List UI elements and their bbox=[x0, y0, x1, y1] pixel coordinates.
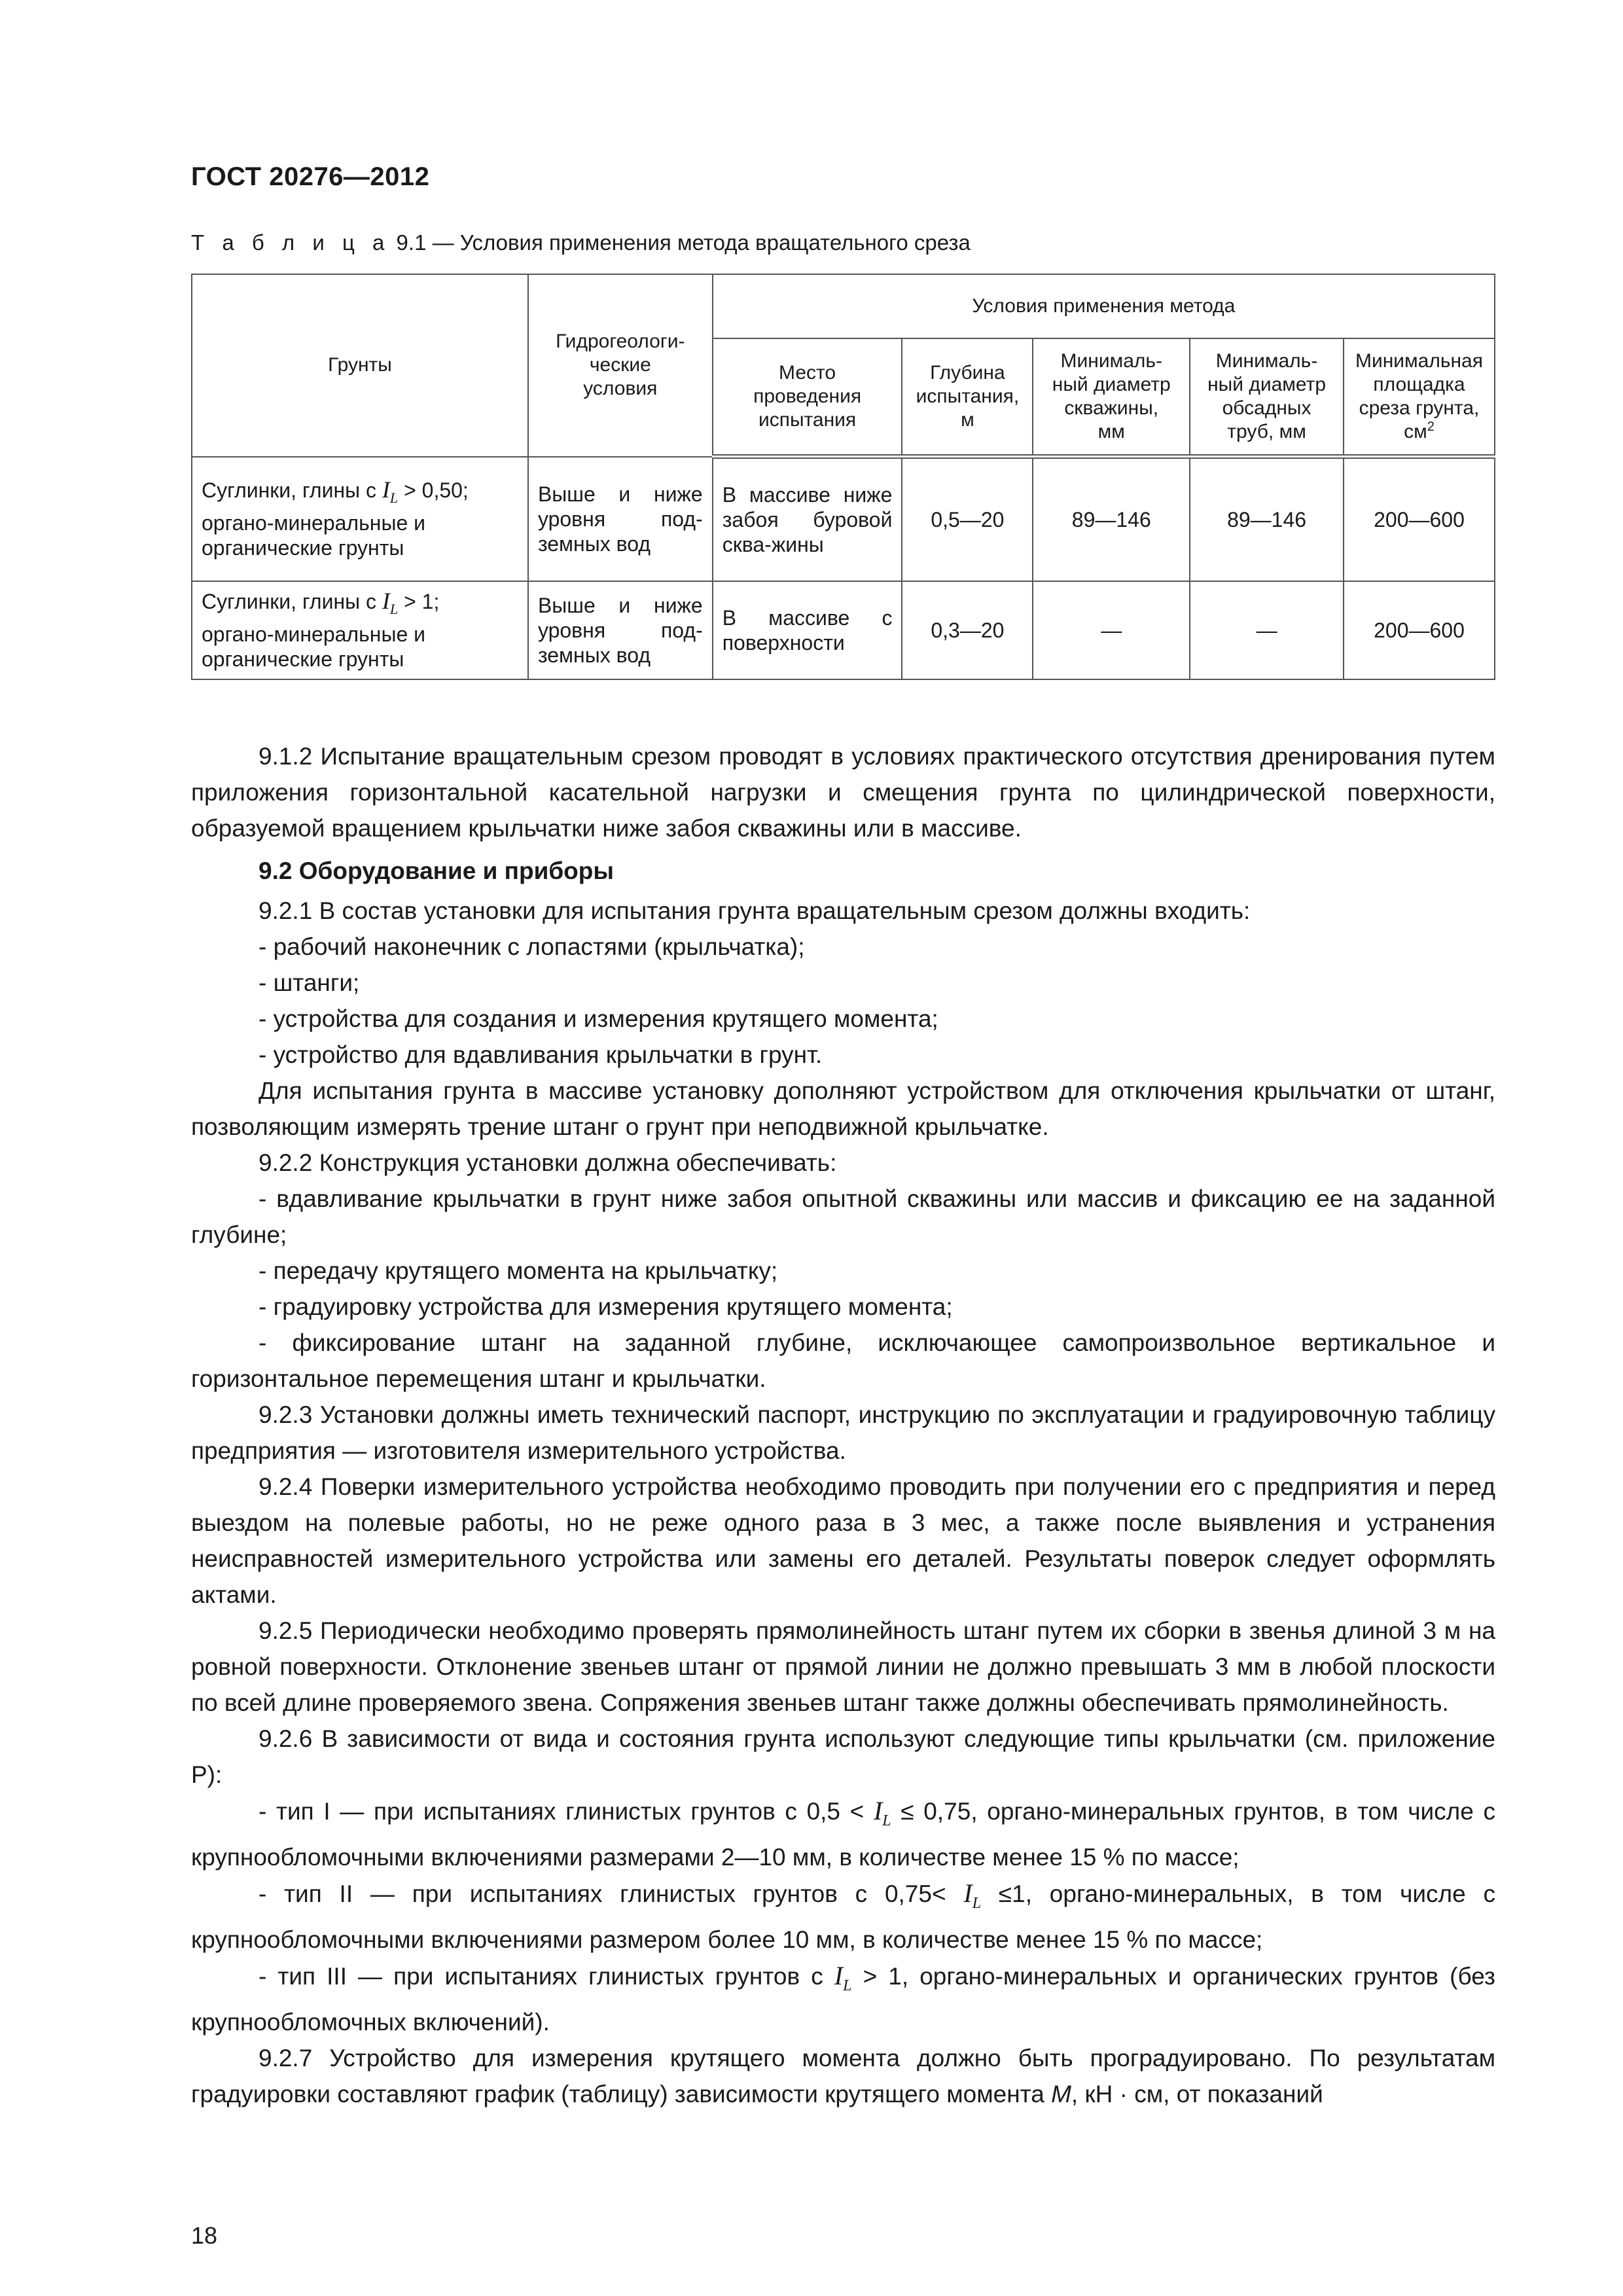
list-item: - тип I — при испытаниях глинистых грунтов с $0,5 < I_L \le 0,75$, органо-минеральных грунтов, в том числе с крупнообломочными включениями размерами 2—10 мм, в количестве менее 15 % по массе; bbox=[191, 1796, 1495, 1871]
col-header-soils: Грунты bbox=[192, 274, 528, 457]
col-header-min-casing: Минималь- ный диаметр обсадных труб, мм bbox=[1190, 338, 1344, 457]
col-header-hydro: Гидрогеологи- ческие условия bbox=[528, 274, 713, 457]
list-item: - рабочий наконечник с лопастями (крыльчатка); bbox=[259, 933, 805, 960]
paragraph-9-2-2: 9.2.2 Конструкция установки должна обеспечивать: bbox=[259, 1149, 837, 1176]
cell-soil: Суглинки, глины с $I_L > 0,50$; органо-минеральные и органические грунты bbox=[192, 457, 528, 581]
cell-hydro: Выше и ниже уровня под-земных вод bbox=[528, 457, 713, 581]
paragraph-9-2-4: 9.2.4 Поверки измерительного устройства необходимо проводить при получении его с предприятия и перед выездом на полевые работы, но не реже одного раза в 3 мес, а также после выявления и устранения неисправностей измерительного устройства или замены его деталей. Результаты поверок следует оформлять актами. bbox=[191, 1473, 1495, 1608]
list-item: - устройства для создания и измерения крутящего момента; bbox=[259, 1005, 938, 1032]
col-header-min-bore: Минималь- ный диаметр скважины, мм bbox=[1033, 338, 1190, 457]
list-item: - передачу крутящего момента на крыльчатку; bbox=[259, 1257, 778, 1284]
cell-min-area: 200—600 bbox=[1344, 581, 1495, 679]
list-item: - штанги; bbox=[259, 969, 360, 996]
cell-depth: 0,5—20 bbox=[902, 457, 1033, 581]
list-item: - тип II — при испытаниях глинистых грунтов с $0,75< I_L \le 1$, органо-минеральных, в том числе с крупнообломочными включениями размером более 10 мм, в количестве менее 15 % по массе; bbox=[191, 1878, 1495, 1953]
cell-min-area: 200—600 bbox=[1344, 457, 1495, 581]
paragraph-9-2-1-note: Для испытания грунта в массиве установку дополняют устройством для отключения крыльчатки от штанг, позволяющим измерять трение штанг о грунт при неподвижной крыльчатке. bbox=[191, 1077, 1495, 1140]
col-header-depth: Глубина испытания, м bbox=[902, 338, 1033, 457]
list-item: - фиксирование штанг на заданной глубине, исключающее самопроизвольное вертикальное и горизонтальное перемещения штанг и крыльчатки. bbox=[191, 1329, 1495, 1392]
conditions-table bbox=[191, 274, 1495, 680]
table-row bbox=[192, 457, 1495, 581]
table-caption bbox=[191, 230, 971, 255]
cell-min-casing: — bbox=[1190, 581, 1344, 679]
body-text bbox=[191, 738, 1495, 2112]
cell-place: В массиве ниже забоя буровой сква-жины bbox=[713, 457, 902, 581]
document-code: ГОСТ 20276—2012 bbox=[191, 162, 430, 191]
cell-place: В массиве с поверхности bbox=[713, 581, 902, 679]
col-header-min-area bbox=[1344, 338, 1495, 457]
cell-soil: Суглинки, глины с $I_L > 1$; органо-минеральные и органические грунты bbox=[192, 581, 528, 679]
cell-hydro: Выше и ниже уровня под-земных вод bbox=[528, 581, 713, 679]
cell-depth: 0,3—20 bbox=[902, 581, 1033, 679]
min-area-label: Минимальная площадка среза грунта, см bbox=[1355, 350, 1483, 442]
cell-min-casing: 89—146 bbox=[1190, 457, 1344, 581]
group-header-conditions: Условия применения метода bbox=[713, 274, 1495, 338]
list-item: - вдавливание крыльчатки в грунт ниже забоя опытной скважины или массив и фиксацию ее на заданной глубине; bbox=[191, 1185, 1495, 1248]
col-header-place: Место проведения испытания bbox=[713, 338, 902, 457]
cell-min-bore: 89—146 bbox=[1033, 457, 1190, 581]
paragraph-9-2-7: 9.2.7 Устройство для измерения крутящего момента должно быть проградуировано. По результатам градуировки составляют график (таблицу) зависимости крутящего момента M, кН · см, от показаний bbox=[191, 2045, 1495, 2108]
cell-min-bore: — bbox=[1033, 581, 1190, 679]
table-caption-prefix: Т а б л и ц а bbox=[191, 230, 391, 255]
paragraph-9-2-5: 9.2.5 Периодически необходимо проверять прямолинейность штанг путем их сборки в звенья длиной 3 м на ровной поверхности. Отклонение звеньев штанг от прямой линии не должно превышать 3 мм в любой плоскости по всей длине проверяемого звена. Сопряжения звеньев штанг также должны обеспечивать прямолинейность. bbox=[191, 1617, 1495, 1716]
list-item: - тип III — при испытаниях глинистых грунтов с $I_L > 1$, органо-минеральных и органических грунтов (без крупнообломочных включений). bbox=[191, 1961, 1495, 2036]
section-heading-9-2: 9.2 Оборудование и приборы bbox=[259, 857, 614, 884]
table-caption-title: 9.1 — Условия применения метода вращательного среза bbox=[390, 230, 971, 255]
table-row bbox=[192, 581, 1495, 679]
paragraph-9-2-1: 9.2.1 В состав установки для испытания грунта вращательным срезом должны входить: bbox=[259, 897, 1251, 924]
min-area-superscript: 2 bbox=[1427, 420, 1435, 434]
list-item: - градуировку устройства для измерения крутящего момента; bbox=[259, 1293, 953, 1320]
page-number: 18 bbox=[191, 2222, 218, 2249]
paragraph-9-2-6: 9.2.6 В зависимости от вида и состояния грунта используют следующие типы крыльчатки (см. приложение Р): bbox=[191, 1725, 1495, 1788]
paragraph-9-2-3: 9.2.3 Установки должны иметь технический паспорт, инструкцию по эксплуатации и градуировочную таблицу предприятия — изготовителя измерительного устройства. bbox=[191, 1401, 1495, 1464]
list-item: - устройство для вдавливания крыльчатки в грунт. bbox=[259, 1041, 823, 1068]
paragraph-9-1-2: 9.1.2 Испытание вращательным срезом проводят в условиях практического отсутствия дренирования путем приложения горизонтальной касательной нагрузки и смещения грунта по цилиндрической поверхности, образуемой вращением крыльчатки ниже забоя скважины или в массиве. bbox=[191, 743, 1495, 842]
